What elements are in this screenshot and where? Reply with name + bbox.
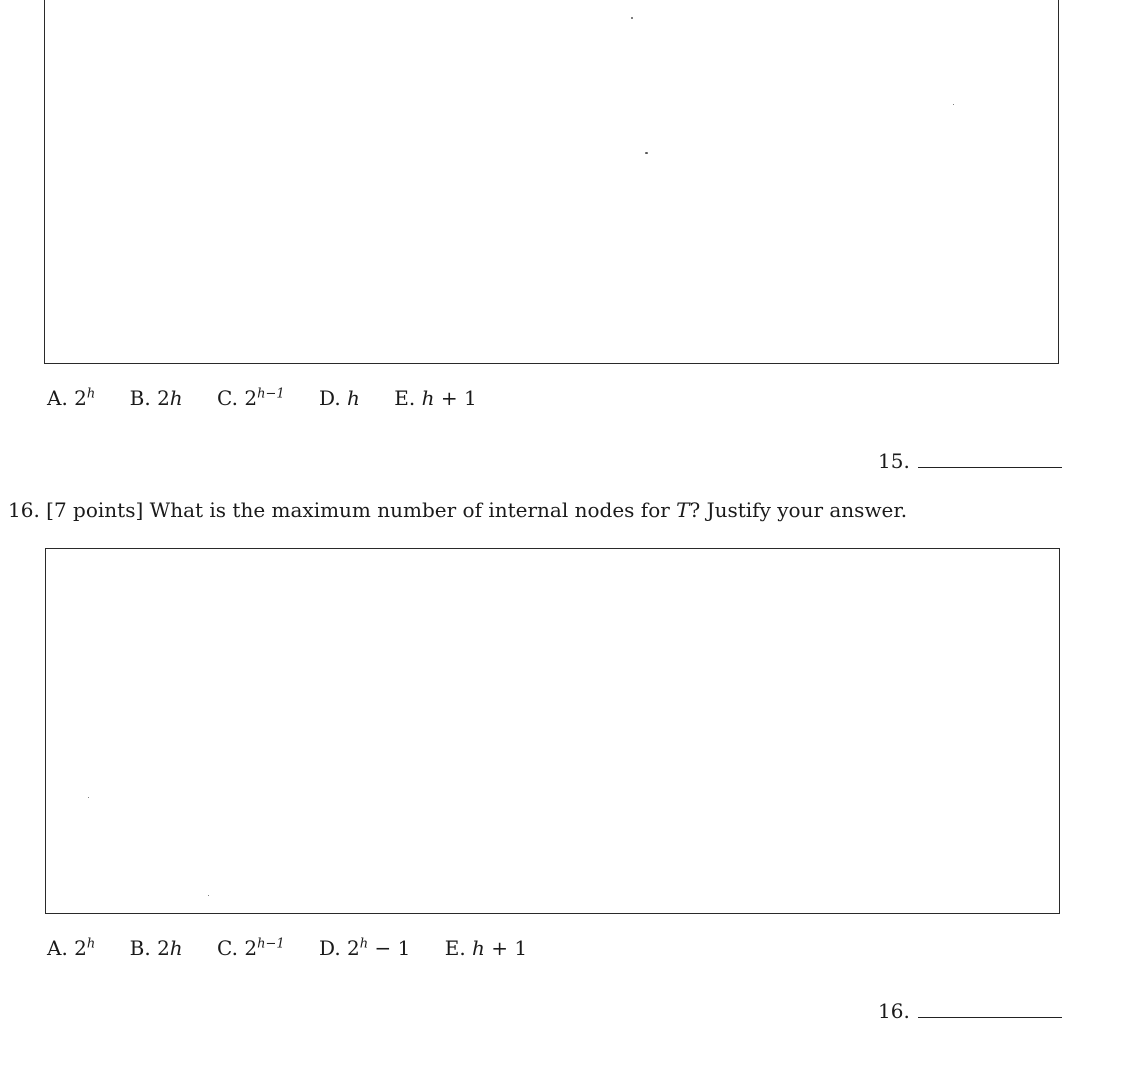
choice-base: 2 <box>347 936 360 960</box>
choice-base: 2 <box>157 936 170 960</box>
scan-speck <box>88 797 89 798</box>
choice-base: 2 <box>244 386 258 410</box>
question-text: What is the maximum number of internal nodes for <box>149 498 670 522</box>
choice-suffix: + 1 <box>434 386 477 410</box>
choice-15-b <box>130 386 183 410</box>
choice-letter: A. <box>47 386 68 410</box>
choice-letter: E. <box>394 386 416 410</box>
choice-exponent: h <box>86 386 96 402</box>
answer-blank-15[interactable] <box>918 466 1062 468</box>
question-points: [7 points] <box>46 498 144 522</box>
choice-16-a <box>47 936 95 960</box>
choice-base: 2 <box>157 386 170 410</box>
question-variable: T <box>676 498 690 522</box>
choice-letter: E. <box>444 936 466 960</box>
answer-label-16: 16. <box>878 999 910 1023</box>
answer-line-15 <box>878 449 1062 473</box>
choice-base: 2 <box>74 936 87 960</box>
choice-15-d <box>319 386 360 410</box>
scan-speck <box>645 152 648 154</box>
choice-base: 2 <box>74 386 87 410</box>
choice-letter: D. <box>319 386 341 410</box>
choice-exponent: h−1 <box>257 386 285 402</box>
choice-letter: A. <box>47 936 68 960</box>
scan-speck <box>631 17 633 19</box>
choice-15-e <box>394 386 476 410</box>
choice-15-a <box>47 386 95 410</box>
answer-box-15[interactable] <box>44 0 1059 364</box>
question-text-end: ? Justify your answer. <box>689 498 908 522</box>
choice-suffix: − 1 <box>368 936 411 960</box>
choice-16-d <box>319 936 410 960</box>
choice-variable: h <box>169 936 183 960</box>
choice-15-c <box>217 386 285 410</box>
choice-letter: C. <box>217 936 238 960</box>
choice-variable: h <box>472 936 485 960</box>
choices-16 <box>47 936 555 960</box>
scan-speck <box>208 895 209 896</box>
choice-exponent: h−1 <box>257 936 285 952</box>
answer-label-15: 15. <box>878 449 910 473</box>
choice-letter: C. <box>217 386 238 410</box>
choice-letter: B. <box>129 936 151 960</box>
choice-exponent: h <box>359 936 369 952</box>
choice-exponent: h <box>86 936 96 952</box>
answer-line-16 <box>878 999 1062 1023</box>
choices-15 <box>47 386 505 410</box>
question-number: 16. <box>8 498 40 522</box>
choice-16-b <box>130 936 183 960</box>
answer-box-16[interactable] <box>45 548 1060 914</box>
choice-letter: B. <box>129 386 151 410</box>
choice-16-e <box>445 936 527 960</box>
scan-speck <box>953 104 954 105</box>
choice-variable: h <box>169 386 183 410</box>
choice-letter: D. <box>319 936 341 960</box>
choice-suffix: + 1 <box>484 936 528 960</box>
choice-base: 2 <box>244 936 258 960</box>
answer-blank-16[interactable] <box>918 1016 1062 1018</box>
choice-variable: h <box>421 386 435 410</box>
question-16 <box>8 498 907 522</box>
choice-16-c <box>217 936 285 960</box>
choice-variable: h <box>347 386 360 410</box>
